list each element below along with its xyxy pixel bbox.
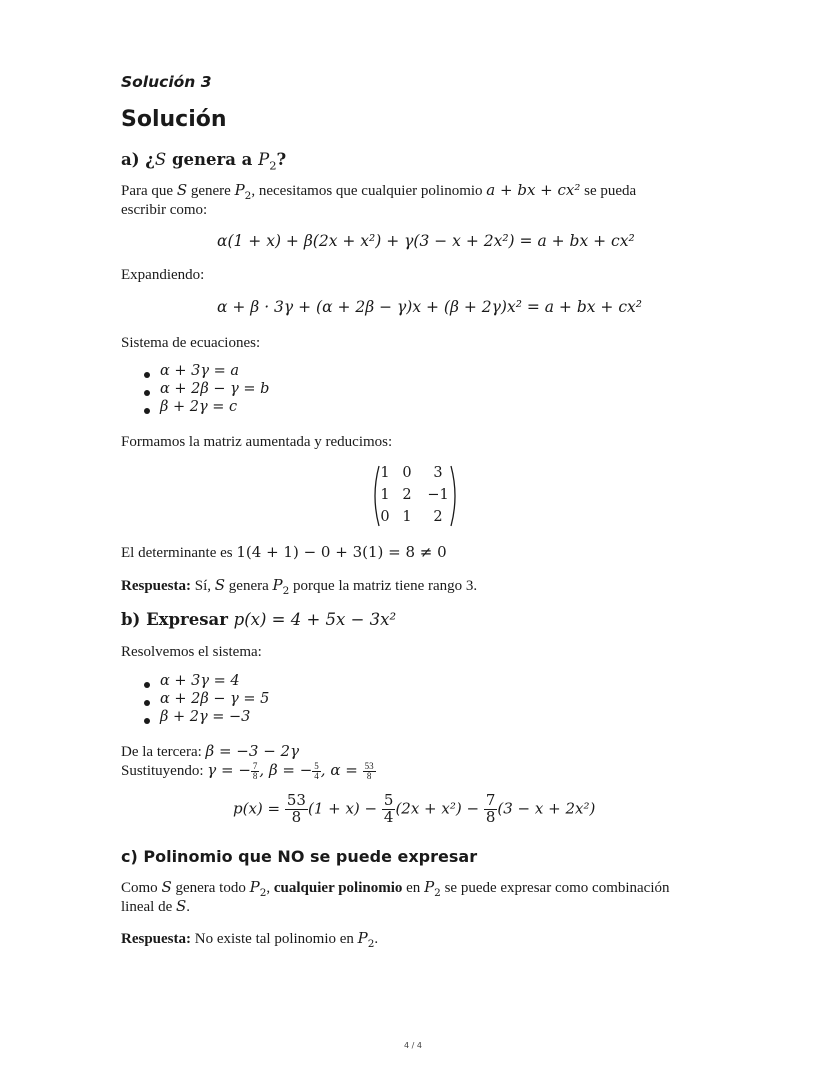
- part-a-intro-line1: Para que S genere $P_2$, necesitamos que cualquier polinomio a + bx + cx² se pueda: [121, 181, 637, 202]
- substitution-line: Sustituyendo: γ = − $\frac{7}{8}$ , β = − $\frac{5}{4}$ , α = $\frac{53}{8}$: [121, 760, 374, 782]
- bullet: [144, 390, 150, 396]
- beta-fraction: $\frac{5}{4}$: [314, 760, 319, 782]
- system-eq-1: α + 3γ = a: [160, 363, 240, 379]
- header-title: Solución 3: [121, 73, 212, 91]
- section-title: Solución: [121, 107, 227, 132]
- equation-expanded: α + β · 3γ + (α + 2β − γ)x + (β + 2γ)x² = a + bx + cx²: [217, 298, 642, 316]
- expand-label: Expandiendo:: [121, 267, 205, 283]
- part-b-heading: b) Expresar p(x) = 4 + 5x − 3x²: [121, 610, 397, 629]
- system-eq-3: β + 2γ = c: [160, 399, 238, 415]
- third-eq-line: De la tercera: β = −3 − 2γ: [121, 742, 300, 760]
- coef-fraction: $\frac{53}{8}$: [286, 791, 306, 826]
- final-expression: p(x) = $\frac{53}{8}$ (1 + x) − $\frac{5}{4}$ (2x + x²) − $\frac{7}{8}$ (3 − x + 2x²): [233, 791, 596, 826]
- part-a-answer: Respuesta: Sí, S genera $P_2$ porque la matriz tiene rango 3.: [121, 576, 478, 597]
- matrix-cell: 1: [380, 465, 390, 481]
- solve-eq-2: α + 2β − γ = 5: [160, 691, 270, 707]
- determinant-line: El determinante es 1(4 + 1) − 0 + 3(1) = 8 ≠ 0: [121, 543, 447, 561]
- matrix-cell: 1: [380, 487, 390, 503]
- system-label: Sistema de ecuaciones:: [121, 335, 261, 351]
- bullet: [144, 408, 150, 414]
- matrix-cell: 3: [433, 465, 443, 481]
- system-eq-2: α + 2β − γ = b: [160, 381, 270, 397]
- equation-combination: α(1 + x) + β(2x + x²) + γ(3 − x + 2x²) = a + bx + cx²: [217, 232, 635, 250]
- coef-fraction: $\frac{5}{4}$: [383, 791, 394, 826]
- alpha-fraction: $\frac{53}{8}$: [364, 760, 374, 782]
- bullet: [144, 372, 150, 378]
- matrix-cell: 0: [380, 509, 390, 525]
- matrix-cell: −1: [427, 487, 449, 503]
- augmented-matrix: [370, 465, 460, 527]
- page-number: 4 / 4: [404, 1041, 422, 1050]
- part-c-line1: Como S genera todo $P_2$, cualquier polinomio en $P_2$ se puede expresar como combinación: [121, 878, 670, 899]
- matrix-cell: 2: [433, 509, 443, 525]
- part-c-answer: Respuesta: No existe tal polinomio en $P_2$.: [121, 929, 379, 950]
- gamma-fraction: $\frac{7}{8}$: [252, 760, 258, 782]
- part-a-heading: a) ¿S genera a $P_2$?: [121, 150, 287, 173]
- matrix-cell: 2: [402, 487, 412, 503]
- coef-fraction: $\frac{7}{8}$: [485, 791, 496, 826]
- part-c-line2: lineal de S.: [121, 897, 191, 915]
- part-a-intro-line2: escribir como:: [121, 202, 208, 218]
- solve-label: Resolvemos el sistema:: [121, 644, 262, 660]
- matrix-cell: 0: [402, 465, 412, 481]
- matrix-label: Formamos la matriz aumentada y reducimos:: [121, 434, 393, 450]
- bullet: [144, 682, 150, 688]
- solve-eq-1: α + 3γ = 4: [160, 673, 240, 689]
- matrix-cell: 1: [402, 509, 412, 525]
- bullet: [144, 700, 150, 706]
- part-c-heading: c) Polinomio que NO se puede expresar: [121, 847, 478, 866]
- bullet: [144, 718, 150, 724]
- solve-eq-3: β + 2γ = −3: [160, 709, 251, 725]
